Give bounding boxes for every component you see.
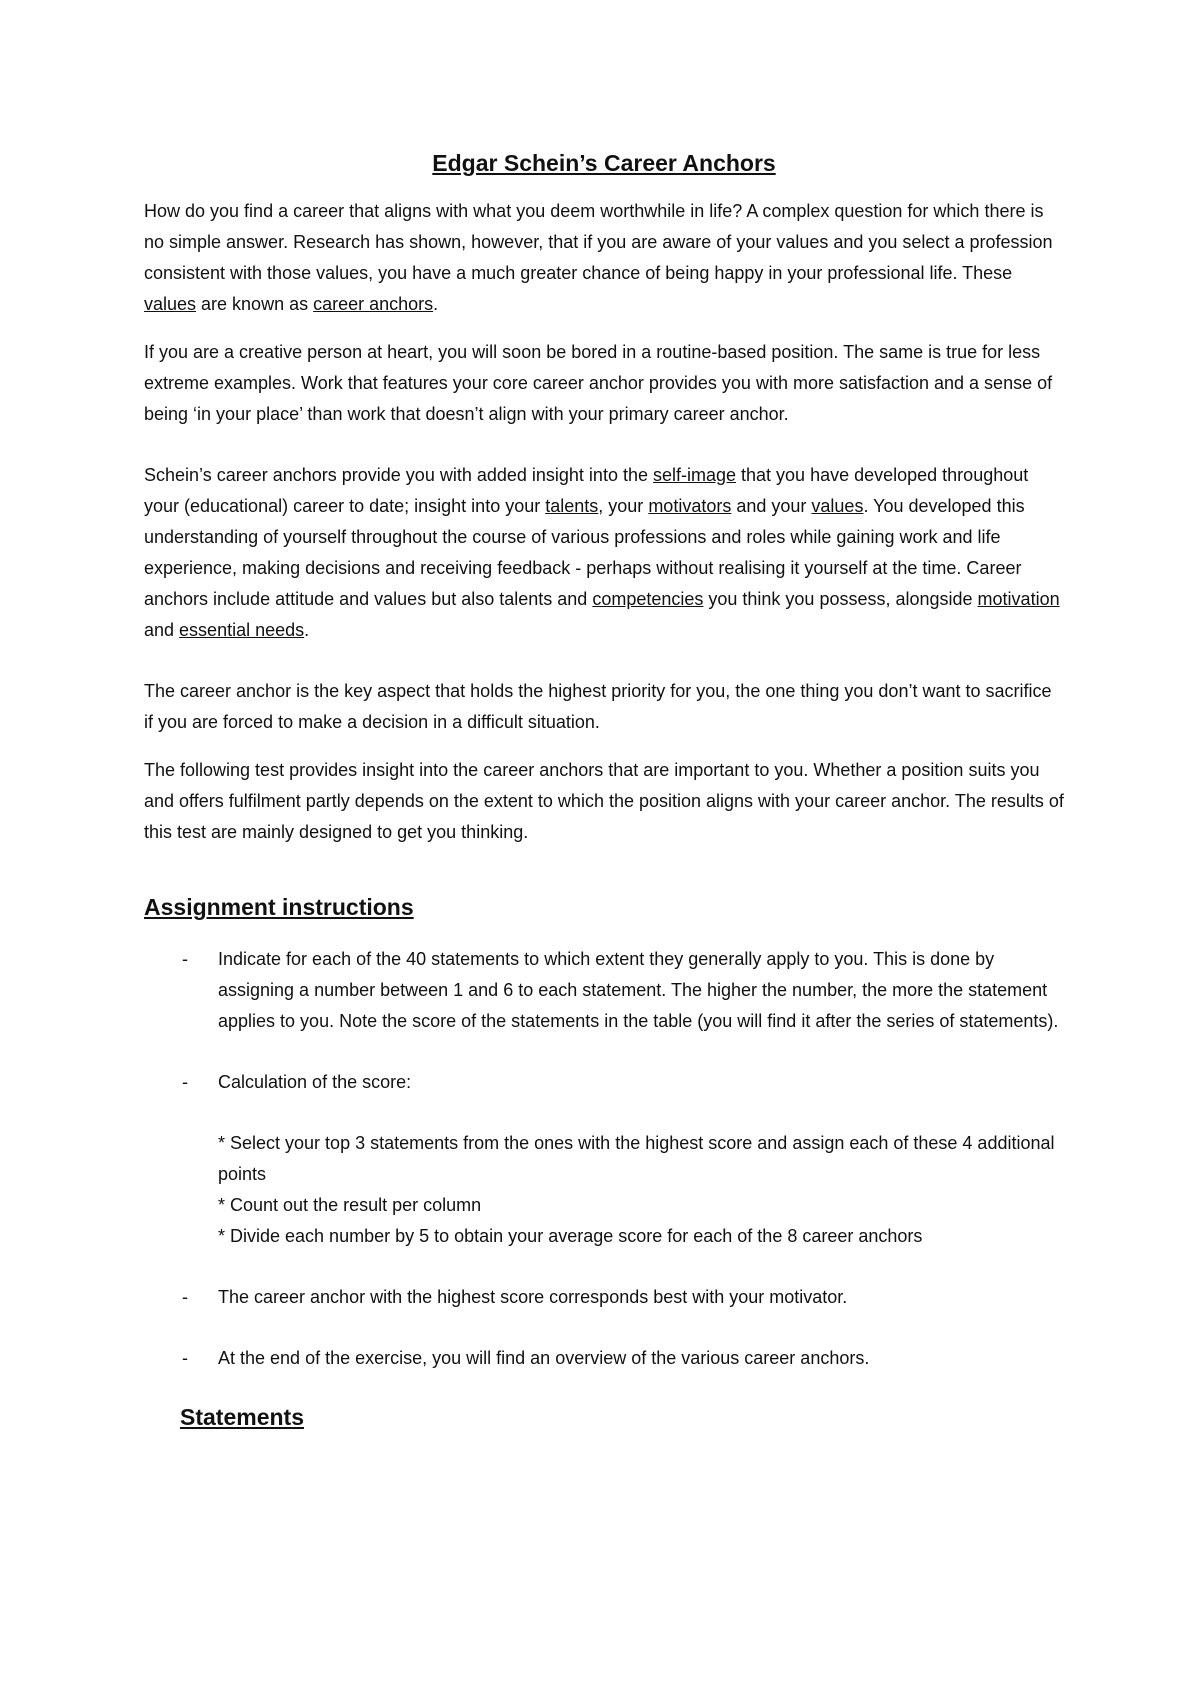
- text-run: .: [304, 620, 310, 640]
- underlined-term-talents: talents: [545, 496, 599, 516]
- dash-bullet: -: [182, 1072, 188, 1092]
- text-run: . You developed this understanding of yourself throughout the course of various professions and roles while gaining work and life experience, making decisions and receiving feedback - perhaps without realising it yourself at the time. Career anchors include attitude and values but also talents and: [144, 496, 1025, 609]
- text-run: and your: [731, 496, 812, 516]
- text-run: .: [433, 294, 439, 314]
- instructions-list: [144, 944, 1064, 1374]
- text-run: that you have developed throughout your (educational) career to date; insight into your: [144, 465, 1029, 516]
- score-steps: [218, 1128, 1064, 1252]
- underlined-term-values: values: [811, 496, 864, 516]
- score-step: * Select your top 3 statements from the ones with the highest score and assign each of these 4 additional points: [218, 1133, 1055, 1184]
- underlined-term-values: values: [144, 294, 197, 314]
- underlined-term-self-image: self-image: [652, 465, 737, 485]
- score-step: * Count out the result per column: [218, 1195, 482, 1215]
- instruction-text: Indicate for each of the 40 statements to which extent they generally apply to you. This is done by assigning a number between 1 and 6 to each statement. The higher the number, the more the statement applies to you. Note the score of the statements in the table (you will find it after the series of statements).: [218, 949, 1059, 1031]
- document-page: [144, 148, 1064, 1454]
- text-run: How do you find a career that aligns with what you deem worthwhile in life? A complex question for which there is no simple answer. Research has shown, however, that if you are aware of your values and you select a profession consistent with those values, you have a much greater chance of being happy in your professional life. These: [144, 201, 1053, 283]
- section-heading-statements: Statements: [180, 1404, 304, 1430]
- section-heading-assignment-instructions: Assignment instructions: [144, 894, 414, 920]
- instruction-text: Calculation of the score:: [218, 1072, 412, 1092]
- test-paragraph: The following test provides insight into the career anchors that are important to you. Whether a position suits you and offers fulfilment partly depends on the extent to which the position aligns with your career anchor. The results of this test are mainly designed to get you thinking.: [144, 760, 1064, 842]
- instruction-text: At the end of the exercise, you will find an overview of the various career anchors.: [218, 1348, 870, 1368]
- dash-bullet: -: [182, 1348, 188, 1368]
- text-run: Schein’s career anchors provide you with added insight into the: [144, 465, 653, 485]
- insight-paragraph: [144, 460, 1064, 646]
- creative-paragraph: If you are a creative person at heart, you will soon be bored in a routine-based position. The same is true for less extreme examples. Work that features your core career anchor provides you with more satisfaction and a sense of being ‘in your place’ than work that doesn’t align with your primary career anchor.: [144, 342, 1053, 424]
- document-title: Edgar Schein’s Career Anchors: [432, 150, 776, 176]
- underlined-term-essential-needs: essential needs: [179, 620, 305, 640]
- list-item: [144, 944, 1064, 1037]
- underlined-term-career-anchors: career anchors: [313, 294, 434, 314]
- text-run: , your: [598, 496, 649, 516]
- score-step: * Divide each number by 5 to obtain your average score for each of the 8 career anchors: [218, 1226, 923, 1246]
- list-item: [144, 1343, 1064, 1374]
- underlined-term-motivation: motivation: [977, 589, 1060, 609]
- list-item: [144, 1067, 1064, 1252]
- underlined-term-competencies: competencies: [592, 589, 704, 609]
- dash-bullet: -: [182, 949, 188, 969]
- priority-paragraph: The career anchor is the key aspect that holds the highest priority for you, the one thing you don’t want to sacrifice if you are forced to make a decision in a difficult situation.: [144, 681, 1052, 732]
- dash-bullet: -: [182, 1287, 188, 1307]
- list-item: [144, 1282, 1064, 1313]
- text-run: are known as: [196, 294, 314, 314]
- underlined-term-motivators: motivators: [648, 496, 732, 516]
- instruction-text: The career anchor with the highest score corresponds best with your motivator.: [218, 1287, 848, 1307]
- text-run: and: [144, 620, 180, 640]
- intro-paragraph: [144, 196, 1064, 320]
- text-run: you think you possess, alongside: [703, 589, 978, 609]
